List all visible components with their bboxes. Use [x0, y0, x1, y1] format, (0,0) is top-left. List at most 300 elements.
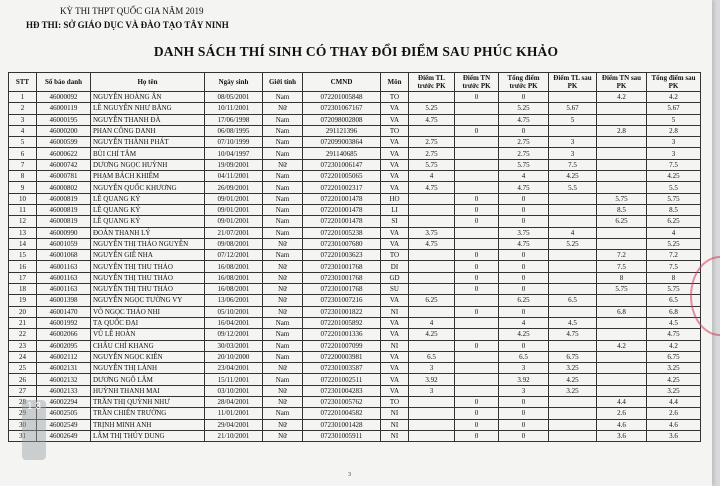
table-cell: 5.25 — [499, 103, 549, 114]
table-cell: 4.2 — [647, 340, 701, 351]
table-cell: 13 — [9, 227, 37, 238]
table-row — [9, 114, 701, 125]
table-cell: 26 — [9, 374, 37, 385]
table-cell: 16 — [9, 261, 37, 272]
table-cell: 46002132 — [37, 374, 91, 385]
table-cell: 8 — [9, 171, 37, 182]
table-cell: NGUYỄN THỊ THU THẢO — [91, 261, 205, 272]
table-cell: 8.5 — [647, 204, 701, 215]
page-number: 3 — [348, 472, 351, 478]
table-cell: Nữ — [263, 419, 303, 430]
table-cell: 072201003623 — [303, 250, 381, 261]
table-cell: 4.75 — [409, 238, 455, 249]
table-cell: 28/04/2001 — [205, 397, 263, 408]
table-cell: 6.75 — [647, 351, 701, 362]
table-cell: 072201001336 — [303, 329, 381, 340]
table-cell: 46002131 — [37, 363, 91, 374]
exam-header: KỲ THI THPT QUỐC GIA NĂM 2019 — [60, 6, 204, 16]
table-cell: 15/11/2001 — [205, 374, 263, 385]
table-cell: 3 — [9, 114, 37, 125]
table-cell: NGUYỄN QUỐC KHƯƠNG — [91, 182, 205, 193]
table-cell: 5.75 — [647, 193, 701, 204]
table-cell: Nữ — [263, 430, 303, 441]
table-cell — [597, 351, 647, 362]
table-cell: 46000819 — [37, 216, 91, 227]
table-cell — [455, 148, 499, 159]
column-header: Tổng điểm trước PK — [499, 73, 549, 92]
table-cell: 0 — [499, 125, 549, 136]
table-cell: NGUYỄN THỊ THU THẢO — [91, 284, 205, 295]
table-cell: NGUYỄN THANH ĐÀ — [91, 114, 205, 125]
table-cell: ĐOÀN THANH LÝ — [91, 227, 205, 238]
table-cell — [455, 159, 499, 170]
table-cell: 46000599 — [37, 137, 91, 148]
table-cell: 1 — [9, 92, 37, 103]
table-cell: VA — [381, 159, 409, 170]
table-cell: 46002112 — [37, 351, 91, 362]
table-cell: Nam — [263, 329, 303, 340]
column-header: Điểm TN sau PK — [597, 73, 647, 92]
table-cell: 46000990 — [37, 227, 91, 238]
table-cell: 072098002808 — [303, 114, 381, 125]
table-cell: 4 — [409, 171, 455, 182]
table-cell: 17/06/1998 — [205, 114, 263, 125]
table-cell: 46001992 — [37, 317, 91, 328]
table-cell: 7.2 — [597, 250, 647, 261]
table-cell — [455, 103, 499, 114]
table-cell: NGUYỄN NGỌC TƯỜNG VY — [91, 295, 205, 306]
table-cell: 072301007680 — [303, 238, 381, 249]
table-cell — [409, 284, 455, 295]
table-cell: VA — [381, 227, 409, 238]
table-cell — [597, 227, 647, 238]
table-cell: 072301003587 — [303, 363, 381, 374]
column-header: STT — [9, 73, 37, 92]
table-cell — [455, 329, 499, 340]
table-cell: 4.75 — [409, 114, 455, 125]
table-cell: Nữ — [263, 272, 303, 283]
table-cell: 46000622 — [37, 148, 91, 159]
table-cell — [549, 419, 597, 430]
table-cell: 22 — [9, 329, 37, 340]
table-cell — [455, 363, 499, 374]
table-cell: 0 — [499, 216, 549, 227]
table-cell: 072201001478 — [303, 204, 381, 215]
table-cell: 7.2 — [647, 250, 701, 261]
table-cell: 072201005892 — [303, 317, 381, 328]
table-cell: 072200003981 — [303, 351, 381, 362]
table-row — [9, 272, 701, 283]
table-cell — [597, 238, 647, 249]
table-cell: 072201002511 — [303, 374, 381, 385]
table-cell: 5.75 — [597, 284, 647, 295]
table-cell: 072301001768 — [303, 272, 381, 283]
table-cell: 0 — [499, 261, 549, 272]
table-cell — [409, 408, 455, 419]
table-cell: 3.75 — [499, 227, 549, 238]
table-cell — [455, 238, 499, 249]
table-cell: 4 — [549, 227, 597, 238]
table-cell: 6.25 — [409, 295, 455, 306]
table-cell: 4.25 — [549, 171, 597, 182]
table-cell: 6.5 — [647, 295, 701, 306]
table-cell: 072301001822 — [303, 306, 381, 317]
table-cell — [597, 295, 647, 306]
table-cell: 7.5 — [549, 159, 597, 170]
table-cell: NGUYỄN THỊ THU THẢO — [91, 272, 205, 283]
table-cell: Nữ — [263, 261, 303, 272]
table-cell — [409, 272, 455, 283]
table-cell: 4.25 — [409, 329, 455, 340]
table-cell: VA — [381, 148, 409, 159]
table-cell: PHAN CÔNG DANH — [91, 125, 205, 136]
table-cell: 0 — [499, 193, 549, 204]
table-cell — [549, 261, 597, 272]
table-cell: 072301004283 — [303, 385, 381, 396]
table-cell: Nam — [263, 137, 303, 148]
table-cell: 11/01/2001 — [205, 408, 263, 419]
table-cell — [549, 250, 597, 261]
table-cell: LÊ QUANG KÝ — [91, 193, 205, 204]
table-cell: Nam — [263, 148, 303, 159]
table-cell: 5.5 — [647, 182, 701, 193]
table-cell: 4.75 — [647, 329, 701, 340]
table-cell: NGUYỄN THÀNH PHÁT — [91, 137, 205, 148]
table-cell: Nữ — [263, 363, 303, 374]
table-cell: BÙI CHÍ TÂM — [91, 148, 205, 159]
table-cell: 4.6 — [647, 419, 701, 430]
table-cell: 2.75 — [499, 137, 549, 148]
table-cell: 23 — [9, 340, 37, 351]
table-cell: NI — [381, 306, 409, 317]
table-cell: 10 — [9, 193, 37, 204]
table-cell: 46002505 — [37, 408, 91, 419]
table-cell: 27 — [9, 385, 37, 396]
table-row — [9, 374, 701, 385]
table-cell: Nữ — [263, 103, 303, 114]
table-cell — [549, 272, 597, 283]
table-cell: 4.25 — [499, 329, 549, 340]
table-cell: 0 — [499, 306, 549, 317]
table-cell: 21 — [9, 317, 37, 328]
table-cell: 3 — [409, 385, 455, 396]
table-cell: 6.25 — [597, 216, 647, 227]
table-cell: Nữ — [263, 238, 303, 249]
table-cell: 29/04/2001 — [205, 419, 263, 430]
table-cell: 15 — [9, 250, 37, 261]
table-cell: Nữ — [263, 295, 303, 306]
table-cell: 12 — [9, 216, 37, 227]
table-cell: 072301001428 — [303, 419, 381, 430]
table-cell: Nữ — [263, 284, 303, 295]
table-cell: LÂM THỊ THÚY DUNG — [91, 430, 205, 441]
table-cell: 6.8 — [647, 306, 701, 317]
table-cell: VA — [381, 374, 409, 385]
table-cell — [409, 92, 455, 103]
table-cell: DƯƠNG NGÔ LÂM — [91, 374, 205, 385]
table-cell: 46000092 — [37, 92, 91, 103]
table-row — [9, 238, 701, 249]
table-cell: Nam — [263, 374, 303, 385]
table-cell: 072301001768 — [303, 284, 381, 295]
table-cell: Nữ — [263, 397, 303, 408]
table-cell: 3 — [499, 363, 549, 374]
table-cell: 4.75 — [549, 329, 597, 340]
table-cell: TO — [381, 250, 409, 261]
table-cell: Nữ — [263, 306, 303, 317]
column-header: CMND — [303, 73, 381, 92]
table-cell: 072201007099 — [303, 340, 381, 351]
table-cell: SU — [381, 284, 409, 295]
table-cell: VA — [381, 171, 409, 182]
table-cell — [549, 92, 597, 103]
table-row — [9, 363, 701, 374]
table-row — [9, 92, 701, 103]
table-cell — [597, 385, 647, 396]
table-cell: VA — [381, 329, 409, 340]
table-cell: 5.75 — [409, 159, 455, 170]
table-cell: 7.5 — [597, 261, 647, 272]
table-cell: 2 — [9, 103, 37, 114]
table-cell: DI — [381, 261, 409, 272]
table-cell: 19/09/2001 — [205, 159, 263, 170]
table-cell: 4.75 — [499, 114, 549, 125]
table-cell: 46000802 — [37, 182, 91, 193]
table-cell — [597, 182, 647, 193]
table-cell: 3.25 — [549, 363, 597, 374]
table-cell: 072201001478 — [303, 193, 381, 204]
table-cell: 6.75 — [549, 351, 597, 362]
table-cell — [455, 171, 499, 182]
table-cell: 6.8 — [597, 306, 647, 317]
table-cell: 3 — [549, 148, 597, 159]
table-cell: GD — [381, 272, 409, 283]
table-cell: 2.6 — [597, 408, 647, 419]
table-cell: 3 — [549, 137, 597, 148]
table-cell: 072301001768 — [303, 261, 381, 272]
table-cell: 46000781 — [37, 171, 91, 182]
table-cell: VA — [381, 295, 409, 306]
table-cell — [549, 125, 597, 136]
table-cell: 46000819 — [37, 193, 91, 204]
table-cell: 2.6 — [647, 408, 701, 419]
table-cell: 6.5 — [499, 351, 549, 362]
table-cell: 6.25 — [647, 216, 701, 227]
table-cell: VÕ NGỌC THẢO NHI — [91, 306, 205, 317]
table-row — [9, 317, 701, 328]
table-cell: Nữ — [263, 385, 303, 396]
table-cell: Nam — [263, 125, 303, 136]
table-cell: 5.67 — [549, 103, 597, 114]
table-cell: 4.2 — [597, 340, 647, 351]
column-header: Tổng điểm sau PK — [647, 73, 701, 92]
table-cell — [455, 385, 499, 396]
table-cell: 8 — [597, 272, 647, 283]
table-cell: 0 — [455, 340, 499, 351]
table-cell: 2.75 — [409, 148, 455, 159]
table-cell: PHẠM BÁCH KHIÊM — [91, 171, 205, 182]
table-cell: Nam — [263, 317, 303, 328]
table-cell: Nam — [263, 204, 303, 215]
table-cell: 072201001478 — [303, 216, 381, 227]
table-cell: 20 — [9, 306, 37, 317]
table-cell: 0 — [499, 408, 549, 419]
table-cell — [549, 193, 597, 204]
table-cell: 4.75 — [409, 182, 455, 193]
column-header: Điểm TN trước PK — [455, 73, 499, 92]
table-cell: 0 — [499, 419, 549, 430]
column-header: Giới tính — [263, 73, 303, 92]
table-cell: TO — [381, 92, 409, 103]
table-cell: 31 — [9, 430, 37, 441]
table-cell: DƯƠNG NGỌC HUỲNH — [91, 159, 205, 170]
table-row — [9, 306, 701, 317]
table-row — [9, 295, 701, 306]
table-cell: 4 — [409, 317, 455, 328]
table-cell — [455, 114, 499, 125]
table-cell: 2.75 — [499, 148, 549, 159]
table-row — [9, 227, 701, 238]
table-cell: 072201005238 — [303, 227, 381, 238]
table-cell: SI — [381, 216, 409, 227]
table-cell — [455, 351, 499, 362]
table-row — [9, 250, 701, 261]
table-cell: 9 — [9, 182, 37, 193]
table-cell — [455, 227, 499, 238]
table-cell: 30/03/2001 — [205, 340, 263, 351]
table-cell: 46000200 — [37, 125, 91, 136]
table-cell: TRẦN THỊ QUỲNH NHƯ — [91, 397, 205, 408]
council-header: HĐ THI: SỞ GIÁO DỤC VÀ ĐÀO TẠO TÂY NINH — [26, 20, 229, 30]
table-cell: 0 — [455, 430, 499, 441]
table-cell: 0 — [455, 92, 499, 103]
table-cell: 4.25 — [549, 374, 597, 385]
table-cell — [409, 193, 455, 204]
table-cell: 07/12/2001 — [205, 250, 263, 261]
table-cell: 0 — [455, 408, 499, 419]
table-row — [9, 216, 701, 227]
table-cell: 0 — [499, 340, 549, 351]
table-cell: LI — [381, 204, 409, 215]
table-cell: 11 — [9, 204, 37, 215]
table-cell: 46000119 — [37, 103, 91, 114]
table-cell: 29 — [9, 408, 37, 419]
table-cell: 46000195 — [37, 114, 91, 125]
table-cell: 3.25 — [647, 385, 701, 396]
table-cell — [597, 374, 647, 385]
table-row — [9, 284, 701, 295]
table-cell: 3.92 — [499, 374, 549, 385]
table-cell — [409, 306, 455, 317]
table-cell: 072301005762 — [303, 397, 381, 408]
table-cell — [597, 317, 647, 328]
table-cell: NI — [381, 419, 409, 430]
table-cell: 072301006147 — [303, 159, 381, 170]
document-title: DANH SÁCH THÍ SINH CÓ THAY ĐỔI ĐIỂM SAU PHÚC KHẢO — [153, 44, 559, 59]
table-cell: 5 — [647, 114, 701, 125]
table-cell — [455, 374, 499, 385]
table-cell: 7.5 — [647, 159, 701, 170]
score-table — [8, 72, 701, 442]
table-cell: 16/08/2001 — [205, 284, 263, 295]
table-cell: 0 — [455, 250, 499, 261]
table-cell: VA — [381, 137, 409, 148]
column-header: Điểm TL sau PK — [549, 73, 597, 92]
table-cell: 6.25 — [499, 295, 549, 306]
table-cell: 46002066 — [37, 329, 91, 340]
table-cell: 21/07/2001 — [205, 227, 263, 238]
table-cell: 3.6 — [647, 430, 701, 441]
table-cell: VA — [381, 114, 409, 125]
table-cell: 4.75 — [499, 238, 549, 249]
table-cell: NGUYỄN NGỌC KIÊN — [91, 351, 205, 362]
table-cell — [549, 430, 597, 441]
table-cell: 3 — [647, 137, 701, 148]
table-cell: TO — [381, 397, 409, 408]
table-cell: 3.6 — [597, 430, 647, 441]
table-cell: 0 — [455, 272, 499, 283]
table-cell — [549, 306, 597, 317]
table-cell: 3.75 — [409, 227, 455, 238]
table-cell — [409, 430, 455, 441]
table-cell: 4.2 — [647, 92, 701, 103]
table-cell: 46001163 — [37, 272, 91, 283]
table-cell: 072301005911 — [303, 430, 381, 441]
table-cell: 0 — [455, 216, 499, 227]
table-cell: 072301067167 — [303, 103, 381, 114]
table-cell: 0 — [499, 204, 549, 215]
table-cell: 09/01/2001 — [205, 193, 263, 204]
table-cell — [597, 114, 647, 125]
table-body — [9, 92, 701, 442]
table-row — [9, 193, 701, 204]
table-cell: Nam — [263, 250, 303, 261]
table-cell: Nam — [263, 171, 303, 182]
table-row — [9, 419, 701, 430]
table-cell: 4.2 — [597, 92, 647, 103]
table-cell: 16/08/2001 — [205, 261, 263, 272]
table-cell — [549, 216, 597, 227]
table-cell — [409, 419, 455, 430]
table-cell — [455, 295, 499, 306]
table-cell — [409, 250, 455, 261]
table-cell: LÊ NGUYỄN NHƯ BĂNG — [91, 103, 205, 114]
table-cell — [409, 261, 455, 272]
table-cell: 26/09/2001 — [205, 182, 263, 193]
table-cell: 072201002317 — [303, 182, 381, 193]
table-cell: 24 — [9, 351, 37, 362]
table-cell: 06/08/1995 — [205, 125, 263, 136]
table-cell: 072099003864 — [303, 137, 381, 148]
table-cell: 21/10/2001 — [205, 430, 263, 441]
table-cell: 5.75 — [499, 159, 549, 170]
table-cell: 4.5 — [549, 317, 597, 328]
table-cell: 46000819 — [37, 204, 91, 215]
table-cell — [409, 125, 455, 136]
table-cell: Nam — [263, 92, 303, 103]
table-cell: TRẦN CHIẾN TRƯỜNG — [91, 408, 205, 419]
table-cell: 8.5 — [597, 204, 647, 215]
table-cell: 072201004582 — [303, 408, 381, 419]
table-row — [9, 125, 701, 136]
table-cell: NI — [381, 340, 409, 351]
table-cell: 46001470 — [37, 306, 91, 317]
table-cell: 03/10/2001 — [205, 385, 263, 396]
table-cell: 4.4 — [647, 397, 701, 408]
column-header: Điểm TL trước PK — [409, 73, 455, 92]
table-cell: Nam — [263, 216, 303, 227]
table-cell: LÊ QUANG KÝ — [91, 216, 205, 227]
